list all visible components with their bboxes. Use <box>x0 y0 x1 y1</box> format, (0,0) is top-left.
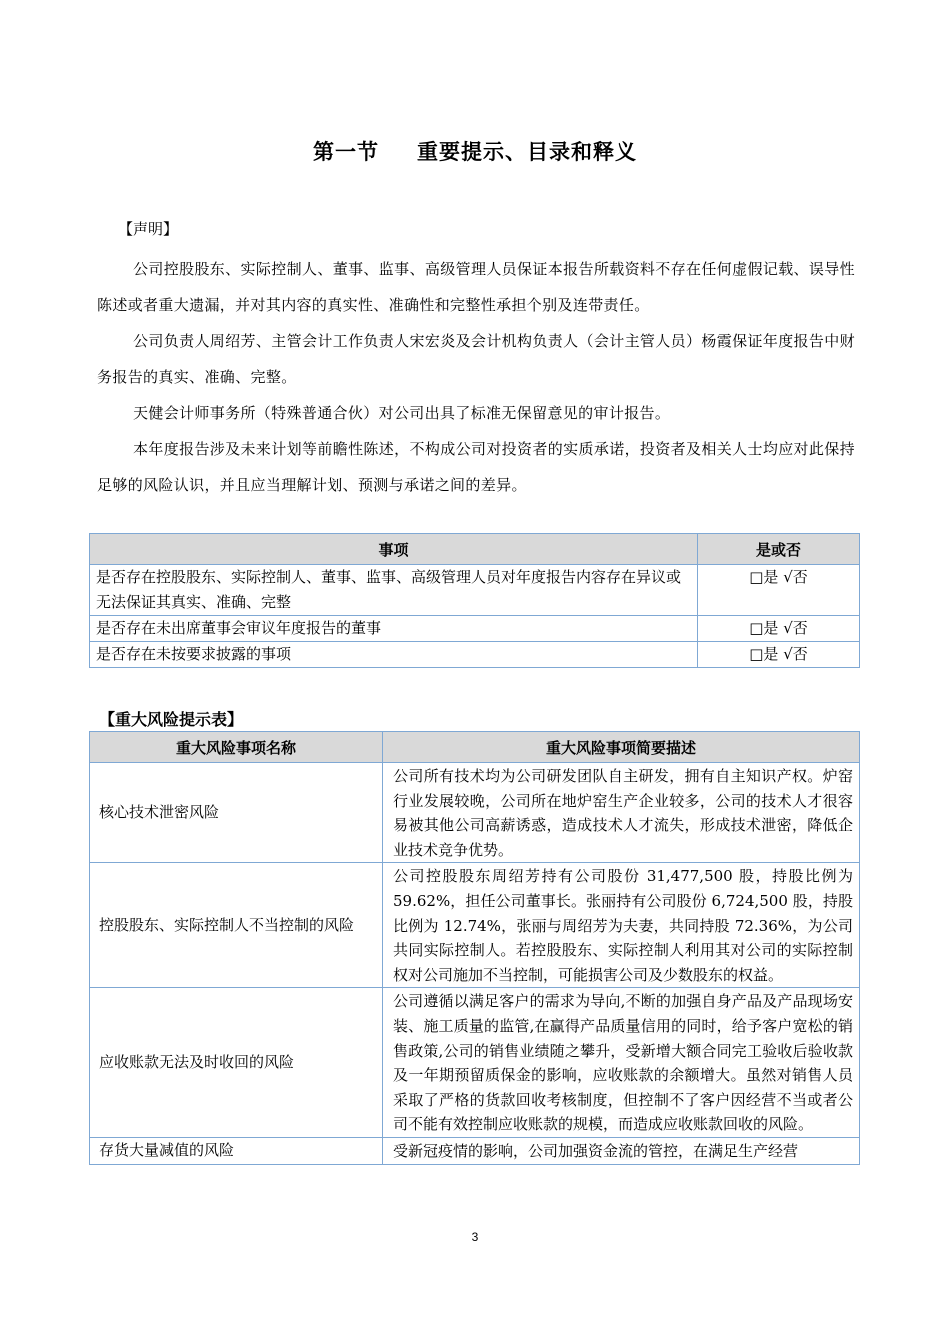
table-row <box>90 1137 860 1164</box>
matters-table <box>89 533 860 668</box>
matter-item: 是否存在未出席董事会审议年度报告的董事 <box>90 616 698 642</box>
risk-table-heading: 【重大风险提示表】 <box>99 710 244 729</box>
column-header: 事项 <box>90 534 698 565</box>
section-number: 第一节 <box>313 140 379 164</box>
table-header-row <box>90 732 860 763</box>
table-header-row <box>90 534 860 565</box>
risk-description: 受新冠疫情的影响，公司加强资金流的管控，在满足生产经营 <box>383 1137 860 1164</box>
declaration-paragraph: 公司负责人周绍芳、主管会计工作负责人宋宏炎及会计机构负责人（会计主管人员）杨霞保证年度报告中财务报告的真实、准确、完整。 <box>97 332 855 386</box>
risk-name: 核心技术泄密风险 <box>90 763 383 863</box>
table-row <box>90 863 860 988</box>
risk-name: 应收账款无法及时收回的风险 <box>90 988 383 1138</box>
table-row <box>90 988 860 1138</box>
matter-item: 是否存在未按要求披露的事项 <box>90 642 698 668</box>
page-number: 3 <box>471 1230 479 1244</box>
declaration-paragraph: 本年度报告涉及未来计划等前瞻性陈述，不构成公司对投资者的实质承诺，投资者及相关人士均应对此保持足够的风险认识，并且应当理解计划、预测与承诺之间的差异。 <box>97 440 855 494</box>
declaration-paragraph: 公司控股股东、实际控制人、董事、监事、高级管理人员保证本报告所载资料不存在任何虚假记载、误导性陈述或者重大遗漏，并对其内容的真实性、准确性和完整性承担个别及连带责任。 <box>97 260 855 314</box>
table-row <box>90 763 860 863</box>
column-header: 是或否 <box>698 534 860 565</box>
table-row <box>90 642 860 668</box>
declaration-heading: 【声明】 <box>118 220 179 238</box>
risk-description: 公司遵循以满足客户的需求为导向,不断的加强自身产品及产品现场安装、施工质量的监管,在赢得产品质量信用的同时，给予客户宽松的销售政策,公司的销售业绩随之攀升，受新增大额合同完工验收后验收款及一年期预留质保金的影响，应收账款的余额增大。虽然对销售人员采取了严格的货款回收考核制度，但控制不了客户因经营不当或者公司不能有效控制应收账款的规模，而造成应收账款回收的风险。 <box>383 988 860 1138</box>
table-row <box>90 565 860 616</box>
matter-item: 是否存在控股股东、实际控制人、董事、监事、高级管理人员对年度报告内容存在异议或无法保证其真实、准确、完整 <box>90 565 698 616</box>
risk-name: 控股股东、实际控制人不当控制的风险 <box>90 863 383 988</box>
declaration-paragraph: 天健会计师事务所（特殊普通合伙）对公司出具了标准无保留意见的审计报告。 <box>133 404 671 422</box>
column-header: 重大风险事项简要描述 <box>383 732 860 763</box>
section-title <box>0 136 950 166</box>
section-heading: 重要提示、目录和释义 <box>417 140 637 164</box>
risk-name: 存货大量减值的风险 <box>90 1137 383 1164</box>
matter-choice: □是 √否 <box>698 642 860 668</box>
risk-description: 公司所有技术均为公司研发团队自主研发，拥有自主知识产权。炉窑行业发展较晚，公司所在地炉窑生产企业较多，公司的技术人才很容易被其他公司高薪诱惑，造成技术人才流失，形成技术泄密，降低企业技术竞争优势。 <box>383 763 860 863</box>
table-row <box>90 616 860 642</box>
matter-choice: □是 √否 <box>698 565 860 616</box>
risk-description: 公司控股股东周绍芳持有公司股份 31,477,500 股，持股比例为59.62%，担任公司董事长。张丽持有公司股份 6,724,500 股，持股比例为 12.74%，张丽与周绍芳为夫妻，共同持股 72.36%，为公司共同实际控制人。若控股股东、实际控制人利用其对公司的实际控制权对公司施加不当控制，可能损害公司及少数股东的权益。 <box>383 863 860 988</box>
matter-choice: □是 √否 <box>698 616 860 642</box>
column-header: 重大风险事项名称 <box>90 732 383 763</box>
risk-table <box>89 731 860 1165</box>
